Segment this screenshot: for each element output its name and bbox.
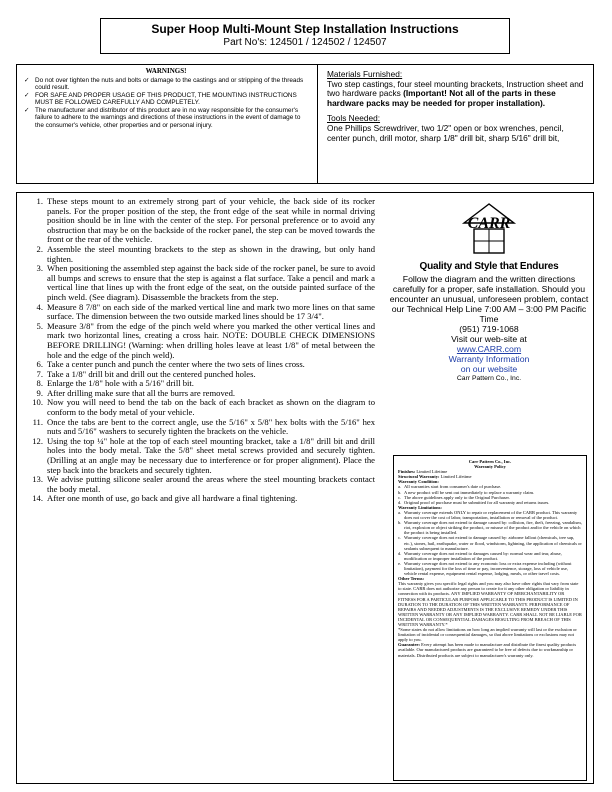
- condition-item: d. Original proof of purchase must be submitted for all warranty and returns issues.: [398, 499, 550, 505]
- step-item: 9. After drilling make sure that all the burrs are removed.: [36, 387, 236, 398]
- limitation-item: b. Warranty coverage does not extend to damage caused by: collision, fire, theft, freezing, vandalism, riot, explosion or object striking the product, or misuse of the product and/or the vehicle on which the product is being installed.: [398, 520, 582, 536]
- website-link[interactable]: www.CARR.com: [456, 344, 522, 354]
- warranty-company: Carr Pattern Co., Inc.: [468, 459, 512, 464]
- warranty-policy-box: [393, 455, 587, 781]
- warning-item: ✓ FOR SAFE AND PROPER USAGE OF THIS PRODUCT, THE MOUNTING INSTRUCTIONS MUST BE FOLLOWED CAREFULLY AND COMPLETELY.: [24, 91, 297, 106]
- warning-item: ✓ Do not over tighten the nuts and bolts or damage to the castings and or stripping of the threads could result.: [24, 76, 304, 91]
- warnings-materials-box: [16, 64, 594, 184]
- materials-text: Two step castings, four steel mounting brackets, Instruction sheet and two hardware packs (Important! Not all of the parts in these hardware packs may be needed for proper installation).: [327, 78, 584, 108]
- carr-logo-icon: [454, 201, 524, 259]
- document-title: Super Hoop Multi-Mount Step Installation Instructions: [151, 22, 459, 36]
- part-numbers: Part No's: 124501 / 124502 / 124507: [223, 37, 387, 48]
- limitation-item: a. Warranty coverage extends ONLY to repair or replacement of the CARR product. This warranty does not cover the cost of labor, transportation, installation or removal of the product.: [398, 509, 578, 521]
- materials-section: [327, 70, 589, 143]
- materials-note: (Important! Not all of the parts in these hardware packs may be needed for proper installation).: [327, 88, 556, 108]
- step-item: 11. Once the tabs are bent to the correct angle, use the 5/16" x 5/8" hex bolts with the 5/16" hex nuts and 5/16" washers to securely tighten the brackets on the vehicle.: [32, 416, 375, 437]
- limitation-item: e. Warranty coverage does not extend to any economic loss or extra expense including (without limitation), payment for the loss of time or pay, inconvenience, storage, loss of vehicle use, vehicle rental expense, equipment rental expense, lodging, meals, or other travel costs.: [398, 560, 572, 577]
- divider: [317, 65, 318, 183]
- step-item: 7. Take a 1/8" drill bit and drill out the centered punched holes.: [36, 368, 256, 379]
- warnings-title: WARNINGS!: [145, 67, 187, 75]
- condition-item: a. All warranties start from consumer's date of purchase.: [398, 484, 502, 490]
- other-terms-heading: Other Terms:: [398, 576, 425, 582]
- step-item: 6. Take a center punch and punch the center where the two sets of lines cross.: [36, 359, 305, 370]
- step-item: 3. When positioning the assembled step against the back side of the rocker panel, be sure to avoid all bumps and screws to ensure that the step is against a flat surface. Take a pencil and mark a vertical line that lines up with the front edge of the seat, on the outside painted surface of the pinch weld. (See diagram). Disassemble the brackets from the step.: [36, 263, 375, 302]
- check-icon: ✓: [24, 106, 30, 114]
- structural-line: Structural Warranty: Limited Lifetime: [398, 474, 472, 480]
- company-name: Carr Pattern Co., Inc.: [456, 375, 522, 382]
- tools-heading: Tools Needed:: [327, 113, 381, 124]
- limitations-heading: Warranty Limitations:: [398, 504, 442, 510]
- warranty-footnote: *Some states do not allow limitations on how long an implied warranty will last or the exclusion or limitation of incidental or consequential damages, so that above limitations or exclusions may not apply to you.: [398, 627, 577, 643]
- other-terms-text: This warranty gives you specific legal rights and you may also have other rights that vary from state to state. CARR does not authorize any person to create for it any other obligation or liability in connection with its products. ANY IMPLIED WARRANTY OF MERCHANTABILITY OR FITNESS FOR A PARTICULAR PURPOSE APPLICABLE TO THIS PRODUCT IS LIMITED IN DURATION TO THE DURATION OF THIS WRITTEN WARRANTY. PERFORMANCE OF REPAIRS AND NEEDED ADJUSTMENTS IS THE EXCLUSIVE REMEDY UNDER THIS WRITTEN WARRANTY OR ANY IMPLIED WARRANTY. CARR SHALL NOT BE LIABLE FOR INCIDENTAL OR CONSEQUENTIAL DAMAGES RESULTING FROM BREACH OF THIS WRITTEN WARRANTY.*: [398, 581, 582, 627]
- step-item: 5. Measure 3/8" from the edge of the pinch weld where you marked the other vertical lines and mark two horizontal lines, creating a cross hair. NOTE: DOUBLE CHECK DIMENSIONS BEFORE DRILLING! (Warning: when drilling holes leave at least 1/8" of metal between the hole and the edge of the pinch weld).: [36, 320, 375, 360]
- warranty-title: Warranty Policy: [474, 464, 506, 470]
- check-icon: ✓: [24, 91, 30, 99]
- step-item: 1. These steps mount to an extremely strong part of your vehicle, the back side of its rocker panels. For the proper position of the step, the front edge of the seat while in normal driving position should be in line with the center of the step. For personal preference or to avoid any obstruction that may be on the backside of the rocker panel, the step can be moved towards the front or the rear of the vehicle.: [36, 196, 375, 245]
- limitation-item: c. Warranty coverage does not extend to damage caused by: airborne fallout (chemicals, tree sap, etc.), stones, hail, earthquake, water or flood, windstorm, lightning, the application of chemicals or sealants subsequent to manufacture.: [398, 535, 582, 551]
- website-label: Visit our web-site at: [451, 334, 527, 344]
- warning-item: ✓ The manufacturer and distributor of this product are in no way responsible for the consumer's failure to adhere to the warnings and directions of these instructions in the event of damage to the consumer's vehicle, other properties and or personal injury.: [24, 106, 301, 129]
- instructions-box: [16, 192, 594, 784]
- carr-body: Follow the diagram and the written directions carefully for a proper, safe installation. Should you encounter an unusual, unforeseen problem, contact our Technical Help Line 7:00 AM – 3:00 PM Pacific Time: [389, 274, 589, 324]
- materials-heading: Materials Furnished:: [327, 69, 403, 79]
- tools-text: One Phillips Screwdriver, two 1/2" open or box wrenches, pencil, center punch, drill motor, sharp 1/8" drill bit, sharp 5/16" drill bit,: [327, 122, 564, 143]
- step-item: 4. Measure 8 7/8" on each side of the marked vertical line and mark two more lines on that same surface. The dimension between the two outside marked lines should be 17 3/4".: [36, 301, 375, 322]
- warranty-link[interactable]: Warranty Information: [448, 354, 530, 364]
- guarantee-line: Guarantee: Every attempt has been made to manufacture and distribute the finest quality products available. Our manufactured products are guaranteed to be free of defects due to workmanship or materials. Distributed products are subject to manufacturer's warranty only.: [398, 642, 577, 658]
- conditions-heading: Warranty Condition:: [398, 479, 439, 485]
- phone-number: (951) 719-1068: [459, 324, 519, 334]
- warranty-link-2[interactable]: on our website: [460, 364, 518, 374]
- step-item: 8. Enlarge the 1/8" hole with a 5/16" drill bit.: [36, 378, 194, 389]
- carr-contact: [389, 274, 589, 384]
- condition-item: b. A new product will be sent out immediately to replace a warranty claim.: [398, 489, 535, 495]
- step-item: 14. After one month of use, go back and give all hardware a final tightening.: [32, 493, 298, 504]
- finishes-line: Finishes: Limited Lifetime: [398, 469, 448, 475]
- step-item: 2. Assemble the steel mounting brackets to the step as shown in the drawing, but only hand tighten.: [36, 243, 375, 264]
- limitation-item: d. Warranty coverage does not extend to damages caused by: normal wear and tear, abuse, modification or improper installation of the product.: [398, 550, 562, 561]
- step-item: 10. Now you will need to bend the tab on the back of each bracket as shown on the diagram to conform to the body metal of your vehicle.: [32, 397, 375, 418]
- step-item: 12. Using the top ¼" hole at the top of each steel mounting bracket, take a 1/8" drill bit and drill holes into the body metal. Take the 5/8" sheet metal screws provided and securely tighten. (Drilling at an angle may be necessary due to interference or for proper alignment). Place the step back into the brackets and securely tighten.: [32, 435, 375, 475]
- title-box: [100, 18, 510, 54]
- step-item: 13. We advise putting silicone sealer around the areas where the steel mounting brackets contact the body metal.: [32, 474, 375, 494]
- tagline: Quality and Style that Endures: [419, 261, 559, 272]
- steps-list: [25, 197, 375, 504]
- check-icon: ✓: [24, 76, 30, 84]
- carr-logo-text: CARR: [467, 215, 511, 232]
- warnings-section: [21, 68, 311, 129]
- carr-info: [389, 201, 589, 384]
- condition-item: c. The above guidelines apply only to the Original Purchaser.: [398, 494, 510, 500]
